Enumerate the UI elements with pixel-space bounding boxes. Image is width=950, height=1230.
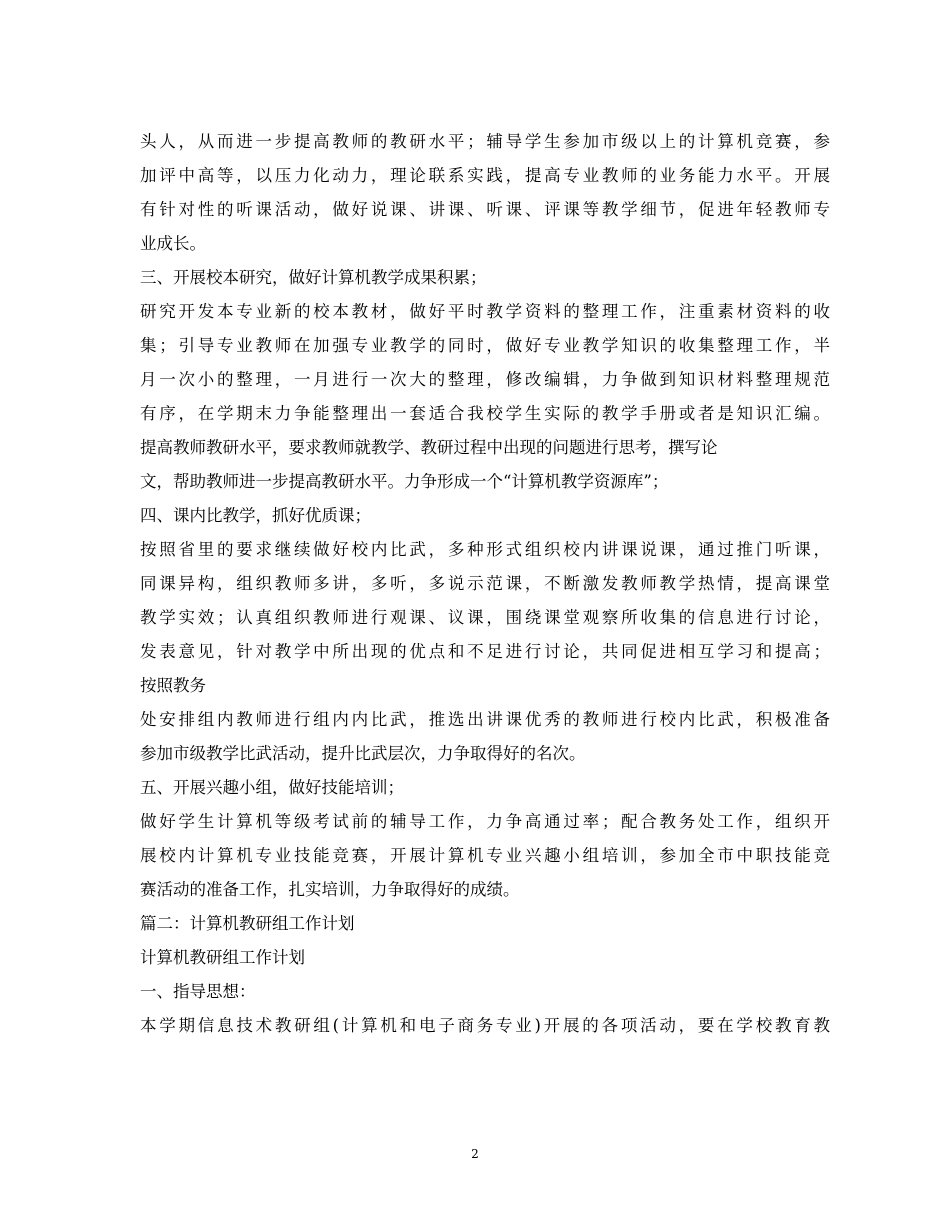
text-line: 有序，在学期末力争能整理出一套适合我校学生实际的教学手册或者是知识汇编。 (140, 404, 830, 423)
text-line: 三、开展校本研究，做好计算机教学成果积累； (140, 268, 487, 287)
text-line: 篇二：计算机教研组工作计划 (140, 914, 355, 933)
text-line: 四、课内比教学，抓好优质课； (140, 506, 371, 525)
text-line: 展校内计算机专业技能竞赛，开展计算机专业兴趣小组培训，参加全市中职技能竞 (140, 846, 830, 865)
text-line: 赛活动的准备工作，扎实培训，力争取得好的成绩。 (140, 880, 520, 899)
text-line: 按照教务 (140, 676, 206, 695)
page-number: 2 (471, 1147, 479, 1161)
text-line: 研究开发本专业新的校本教材，做好平时教学资料的整理工作，注重素材资料的收 (140, 302, 830, 321)
text-line: 发表意见，针对教学中所出现的优点和不足进行讨论，共同促进相互学习和提高； (140, 642, 830, 661)
text-line: 教学实效；认真组织教师进行观课、议课，围绕课堂观察所收集的信息进行讨论， (140, 608, 830, 627)
document-body (140, 125, 830, 1043)
text-line: 做好学生计算机等级考试前的辅导工作，力争高通过率；配合教务处工作，组织开 (140, 812, 830, 831)
text-line: 参加市级教学比武活动，提升比武层次，力争取得好的名次。 (140, 744, 586, 763)
text-line: 本学期信息技术教研组(计算机和电子商务专业)开展的各项活动，要在学校教育教 (140, 1016, 830, 1035)
text-line: 一、指导思想： (140, 982, 256, 1001)
text-line: 计算机教研组工作计划 (140, 948, 305, 967)
text-line: 有针对性的听课活动，做好说课、讲课、听课、评课等教学细节，促进年轻教师专 (140, 200, 830, 219)
text-line: 按照省里的要求继续做好校内比武，多种形式组织校内讲课说课，通过推门听课， (140, 540, 830, 559)
text-line: 集；引导专业教师在加强专业教学的同时，做好专业教学知识的收集整理工作，半 (140, 336, 830, 355)
text-line: 加评中高等，以压力化动力，理论联系实践，提高专业教师的业务能力水平。开展 (140, 166, 830, 185)
text-line: 头人，从而进一步提高教师的教研水平；辅导学生参加市级以上的计算机竞赛，参 (140, 132, 830, 151)
text-line: 同课异构，组织教师多讲，多听，多说示范课，不断激发教师教学热情，提高课堂 (140, 574, 830, 593)
text-line: 文，帮助教师进一步提高教研水平。力争形成一个“计算机教学资源库”； (140, 472, 669, 491)
text-line: 业成长。 (140, 234, 206, 253)
text-line: 提高教师教研水平，要求教师就教学、教研过程中出现的问题进行思考，撰写论 (140, 438, 718, 457)
text-line: 处安排组内教师进行组内内比武，推选出讲课优秀的教师进行校内比武，积极准备 (140, 710, 830, 729)
text-line: 五、开展兴趣小组，做好技能培训； (140, 778, 404, 797)
text-line: 月一次小的整理，一月进行一次大的整理，修改编辑，力争做到知识材料整理规范 (140, 370, 830, 389)
